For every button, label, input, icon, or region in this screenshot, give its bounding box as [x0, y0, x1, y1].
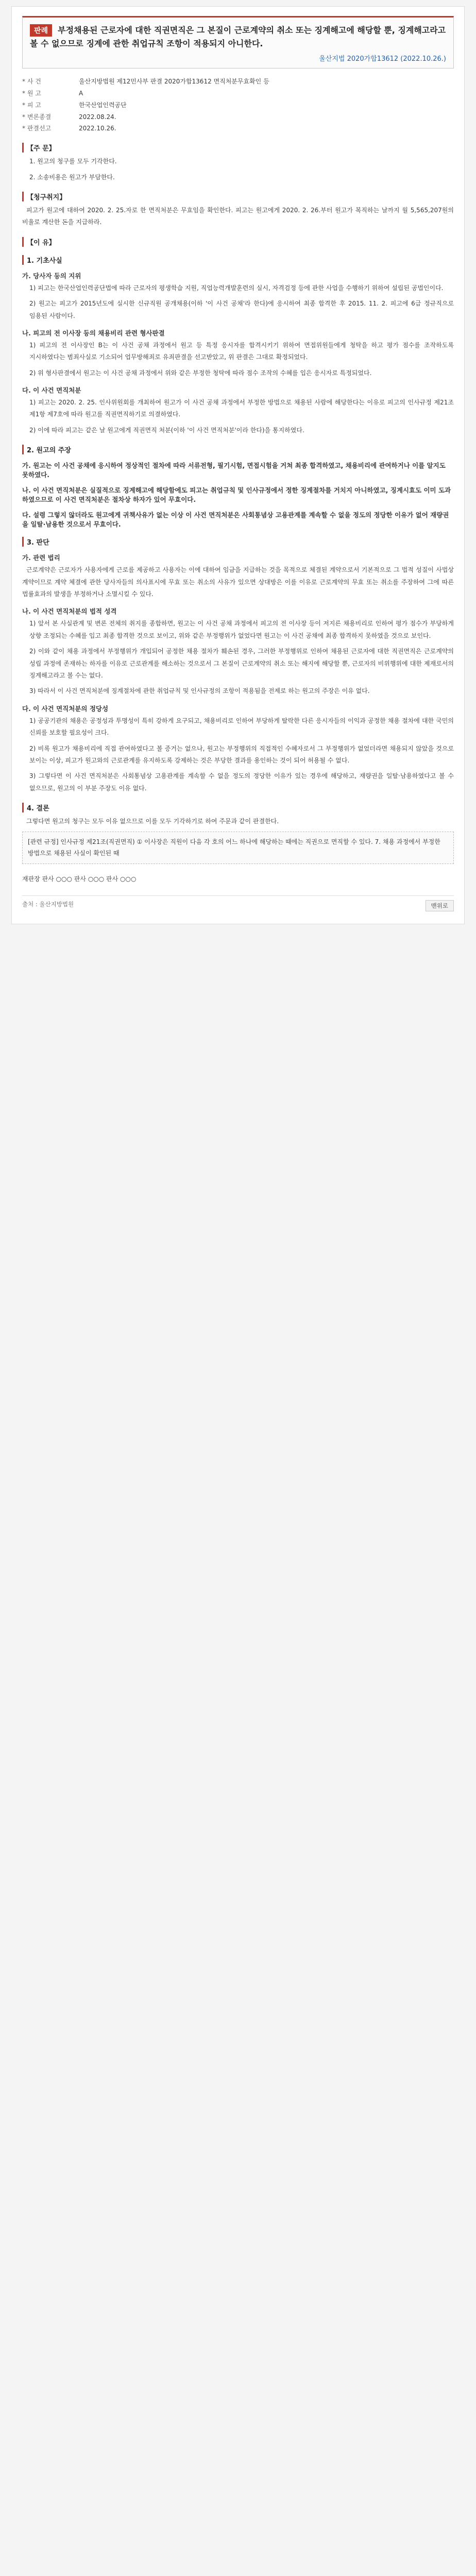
paragraph: 2) 원고는 피고가 2015년도에 실시한 신규직원 공개채용(이하 '이 사건 공채'라 한다)에 응시하여 최종 합격한 후 2015. 11. 2. 피고에 6급 정규직으로 임용된 사람이다. — [29, 300, 454, 319]
judgment-body — [22, 143, 454, 827]
source-text: 출처 : 울산지방법원 — [22, 900, 74, 908]
paragraph: 근로계약은 근로자가 사용자에게 근로를 제공하고 사용자는 이에 대하여 임금을 지급하는 것을 목적으로 체결된 계약으로서 기본적으로 그 법적 성질이 사법상 계약이므로 계약 체결에 관한 당사자들의 의사표시에 무효 또는 취소의 사유가 있으면 상대방은 이를 이유로 근로계약의 무효 또는 취소를 주장하여 그에 따른 법률효과의 발생을 부정하거나 소멸시킬 수 있다. — [22, 566, 454, 598]
paragraph: 2) 비록 원고가 채용비리에 직접 관여하였다고 볼 증거는 없으나, 원고는 부정행위의 직접적인 수혜자로서 그 부정행위가 없었더라면 채용되지 않았을 것으로 보이는 이상, 피고가 원고와의 근로관계를 유지하도록 강제하는 것은 부당한 결과를 용인하는 것이 되어 허용될 수 없다. — [29, 744, 454, 764]
paragraph: 1) 앞서 본 사실관계 및 변론 전체의 취지를 종합하면, 원고는 이 사건 공채 과정에서 피고의 전 이사장 등이 저지른 채용비리로 인하여 평가 점수가 부당하게 상향 조정되는 수혜를 입고 최종 합격한 것으로 보이고, 위와 같은 부정행위가 없었다면 원고는 이 사건 공채에 최종 합격하지 못하였을 것으로 보인다. — [29, 620, 454, 639]
case-title: 부정채용된 근로자에 대한 직권면직은 그 본질이 근로계약의 취소 또는 징계해고에 해당할 뿐, 징계해고라고 볼 수 없으므로 징계에 관한 취업규칙 조항이 적용되지 아니한다. — [30, 25, 446, 48]
sub-heading: 나. 이 사건 면직처분의 법적 성격 — [22, 607, 117, 616]
sub-heading: 가. 관련 법리 — [22, 554, 60, 562]
case-type-badge: 판례 — [30, 24, 52, 37]
meta-key: * 판결선고 — [22, 125, 52, 132]
paragraph: 피고가 원고에 대하여 2020. 2. 25.자로 한 면직처분은 무효임을 확인한다. 피고는 원고에게 2020. 2. 26.부터 원고가 복직하는 날까지 월 5,565,207원의 비율로 계산한 돈을 지급하라. — [22, 206, 454, 226]
sub-heading: 다. 이 사건 면직처분 — [22, 386, 81, 395]
paragraph: 2) 이에 따라 피고는 같은 날 원고에게 직권면직 처분(이하 '이 사건 면직처분'이라 한다)을 통지하였다. — [29, 426, 304, 434]
meta-value: 2022.08.24. — [79, 113, 116, 121]
section-heading: 4. 결론 — [22, 803, 454, 812]
paragraph: 1) 공공기관의 채용은 공정성과 투명성이 특히 강하게 요구되고, 채용비리로 인하여 부당하게 탈락한 다른 응시자들의 이익과 공정한 채용 절차에 대한 국민의 신뢰를 보호할 필요성이 크다. — [29, 717, 454, 737]
sub-heading: 나. 이 사건 면직처분은 실질적으로 징계해고에 해당함에도 피고는 취업규칙 및 인사규정에서 정한 징계절차를 거치지 아니하였고, 징계시효도 이미 도과하였으므로 이 사건 면직처분은 절차상 하자가 있어 무효이다. — [22, 486, 451, 504]
meta-row — [22, 111, 454, 123]
document-footer — [22, 895, 454, 911]
sub-heading: 다. 설령 그렇지 않더라도 원고에게 귀책사유가 없는 이상 이 사건 면직처분은 사회통념상 고용관계를 계속할 수 없을 정도의 정당한 이유가 없어 재량권을 일탈·남용한 것으로서 무효이다. — [22, 511, 449, 529]
meta-key: * 피 고 — [22, 101, 41, 109]
meta-key: * 원 고 — [22, 89, 41, 97]
sub-heading: 가. 원고는 이 사건 공채에 응시하여 정상적인 절차에 따라 서류전형, 필기시험, 면접시험을 거쳐 최종 합격하였고, 채용비리에 관여하거나 이를 알지도 못하였다. — [22, 462, 446, 479]
sub-heading: 나. 피고의 전 이사장 등의 채용비리 관련 형사판결 — [22, 329, 165, 337]
section-heading: 3. 판단 — [22, 537, 454, 547]
section-heading: 【주 문】 — [22, 143, 454, 152]
sub-heading: 다. 이 사건 면직처분의 정당성 — [22, 704, 109, 713]
meta-row — [22, 123, 454, 134]
paragraph: 2) 위 형사판결에서 원고는 이 사건 공채 과정에서 위와 같은 부정한 청탁에 따라 점수 조작의 수혜를 입은 응시자로 특정되었다. — [29, 369, 372, 377]
case-document — [11, 6, 465, 924]
meta-value: 한국산업인력공단 — [79, 101, 127, 109]
meta-row — [22, 76, 454, 88]
meta-value: 2022.10.26. — [79, 125, 116, 132]
meta-value: A — [79, 89, 83, 97]
meta-key: * 사 건 — [22, 78, 41, 86]
section-heading: 1. 기초사실 — [22, 255, 454, 265]
judge-signature: 재판장 판사 ○○○ 판사 ○○○ 판사 ○○○ — [22, 875, 137, 883]
meta-key: * 변론종결 — [22, 113, 52, 121]
paragraph: 1) 피고의 전 이사장인 B는 이 사건 공채 과정에서 원고 등 특정 응시자를 합격시키기 위하여 면접위원들에게 청탁을 하고 평가 점수를 조작하도록 지시하였다는 범죄사실로 기소되어 업무방해죄로 유죄판결을 선고받았고, 위 판결은 그대로 확정되었다. — [29, 341, 454, 361]
paragraph: 2) 이와 같이 채용 과정에서 부정행위가 개입되어 공정한 채용 절차가 훼손된 경우, 그러한 부정행위로 인하여 채용된 근로자에 대한 직권면직은 근로계약의 성립 과정에 존재하는 하자를 이유로 근로관계를 해소하는 것으로서 그 본질이 근로계약의 취소 또는 해지에 해당할 뿐, 근로자의 비위행위에 대한 제재로서의 징계해고라고 볼 수는 없다. — [29, 648, 454, 679]
paragraph: 1) 피고는 한국산업인력공단법에 따라 근로자의 평생학습 지원, 직업능력개발훈련의 실시, 자격검정 등에 관한 사업을 수행하기 위하여 설립된 공법인이다. — [29, 284, 444, 292]
sub-heading: 가. 당사자 등의 지위 — [22, 272, 81, 280]
paragraph: 1) 피고는 2020. 2. 25. 인사위원회를 개최하여 원고가 이 사건 공채 과정에서 부정한 방법으로 채용된 사람에 해당한다는 이유로 피고의 인사규정 제21조 제1항 제7호에 따라 원고를 직권면직하기로 의결하였다. — [29, 399, 454, 418]
case-meta — [22, 76, 454, 134]
meta-value: 울산지방법원 제12민사부 판결 2020가합13612 면직처분무효확인 등 — [79, 78, 269, 86]
back-to-top-button[interactable]: 맨위로 — [426, 900, 454, 911]
case-number: 울산지법 2020가합13612 (2022.10.26.) — [319, 55, 446, 63]
section-heading: 2. 원고의 주장 — [22, 445, 454, 454]
meta-row — [22, 99, 454, 111]
case-header — [22, 16, 454, 69]
related-provision: [관련 규정] 인사규정 제21조(직권면직) ① 이사장은 직원이 다음 각 호의 어느 하나에 해당하는 때에는 직권으로 면직할 수 있다. 7. 채용 과정에서 부정한 방법으로 채용된 사실이 확인된 때 — [22, 832, 454, 865]
paragraph: 3) 따라서 이 사건 면직처분에 징계절차에 관한 취업규칙 및 인사규정의 조항이 적용됨을 전제로 하는 원고의 주장은 이유 없다. — [29, 687, 370, 695]
paragraph: 3) 그렇다면 이 사건 면직처분은 사회통념상 고용관계를 계속할 수 없을 정도의 정당한 이유가 있는 경우에 해당하고, 재량권을 일탈·남용하였다고 볼 수 없으므로, 원고의 이 부분 주장도 이유 없다. — [29, 772, 454, 792]
meta-row — [22, 88, 454, 99]
section-heading: 【청구취지】 — [22, 192, 454, 201]
paragraph: 2. 소송비용은 원고가 부담한다. — [29, 173, 115, 181]
paragraph: 1. 원고의 청구를 모두 기각한다. — [29, 158, 117, 165]
section-heading: 【이 유】 — [22, 237, 454, 247]
paragraph: 그렇다면 원고의 청구는 모두 이유 없으므로 이를 모두 기각하기로 하여 주문과 같이 판결한다. — [26, 818, 279, 825]
